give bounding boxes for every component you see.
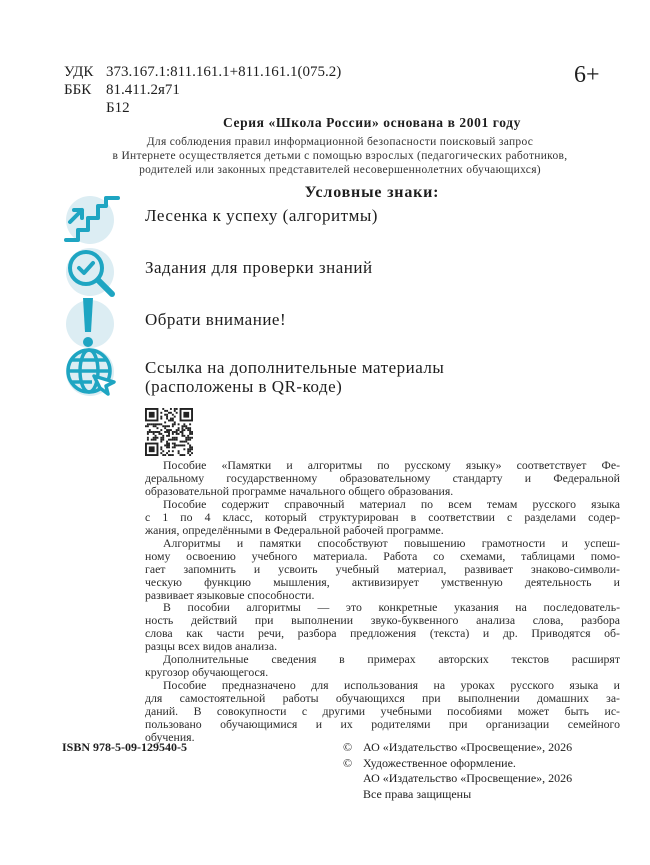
paragraph [145,459,620,498]
copyright-line: АО «Издательство «Просвещение», 2026 [363,771,573,785]
legend-item-attention: Обрати внимание! [145,310,287,329]
paragraph-line: пользовано обучающимися и их родителями при организации семейного [145,717,620,732]
copyright-symbol: © [343,755,353,770]
paragraph [145,537,620,602]
paragraph-line: ному освоению учебного материала. Работа со схемами, таблицами помо- [145,548,620,563]
isbn: ISBN 978-5-09-129540-5 [62,740,187,754]
author-mark: Б12 [106,100,130,116]
description-text [145,459,620,744]
paragraph-line: Пособие предназначено для использования на уроках русского языка и [163,678,620,693]
paragraph-line: развивает языковые способности. [145,587,315,602]
series-line: Серия «Школа России» основана в 2001 году [223,115,521,130]
paragraph-line: кругозор обучающегося. [145,665,269,680]
paragraph-line: с 1 по 4 класс, который структурирован в соответствии с разделами содер- [145,509,620,524]
legend-text-line: (расположены в QR-коде) [145,377,343,396]
bbk-value: 81.411.2я71 [106,82,180,98]
notice-line: в Интернете осуществляется детьми с помощью взрослых (педагогических работников, [112,150,568,162]
paragraph-line: даний. В совокупности с другими учебными пособиями может быть ис- [145,704,620,719]
copyright-symbol: © [343,740,353,754]
legend-title: Условные знаки: [304,184,440,201]
safety-notice [60,135,620,177]
paragraph-line: Дополнительные сведения в примерах авторских текстов расширят [163,652,620,667]
paragraph-line: для самостоятельной работы обучающихся при выполнении домашних за- [145,691,620,706]
notice-line: Для соблюдения правил информационной безопасности поисковый запрос [146,136,534,148]
paragraph-line: Алгоритмы и памятки способствуют повышению грамотности и успеш- [163,535,620,550]
paragraph [145,498,620,537]
legend-item-algorithms: Лесенка к успеху (алгоритмы) [145,206,378,225]
stairs-arrow-icon [62,192,118,248]
copyright-block [343,740,572,802]
paragraph [145,653,620,679]
rights-reserved: Все права защищены [363,786,472,801]
paragraph-line: Пособие содержит справочный материал по всем темам русского языка [163,496,620,511]
paragraph-line: ческую функцию мышления, активизирует умственную деятельность и [145,574,620,589]
udk-label: УДК [64,64,94,80]
paragraph-line: ность действий при выполнении звуко-буквенного анализа слова, разбора [145,613,620,628]
copyright-line: Художественное оформление. [363,755,516,770]
legend-item-extra-materials [145,358,444,396]
paragraph-line: гает запомнить и усвоить учебный материал, развивает знаково-символи- [145,561,620,576]
legend-item-knowledge-check: Задания для проверки знаний [145,258,373,277]
legend-text-line: Ссылка на дополнительные материалы [145,358,445,377]
paragraph-line: разцы всех видов анализа. [145,639,278,654]
udk-value: 373.167.1:811.161.1+811.161.1(075.2) [106,64,342,80]
bbk-label: ББК [64,82,92,98]
paragraph-line: жания, определёнными в Федеральной рабочей программе. [145,522,444,537]
classification-codes [64,63,341,117]
globe-cursor-icon [62,344,118,400]
paragraph-line: Пособие «Памятки и алгоритмы по русскому языку» соответствует Фе- [163,458,620,472]
paragraph-line: слова как части речи, разбора предложения (текста) и др. Приводятся об- [145,626,620,641]
copyright-line: АО «Издательство «Просвещение», 2026 [363,740,573,754]
paragraph-line: обучения. [145,730,195,745]
magnifier-check-icon [62,244,118,300]
paragraph [145,601,620,653]
paragraph-line: В пособии алгоритмы — это конкретные указания на последователь- [163,600,620,615]
paragraph [145,679,620,744]
paragraph-line: образовательной программе начального общего образования. [145,483,454,498]
qr-code[interactable] [145,408,193,461]
notice-line: родителей или законных представителей несовершеннолетних обучающихся) [139,164,541,176]
paragraph-line: деральному государственному образовательному стандарту и Федеральной [145,470,620,485]
age-rating: 6+ [574,62,600,88]
